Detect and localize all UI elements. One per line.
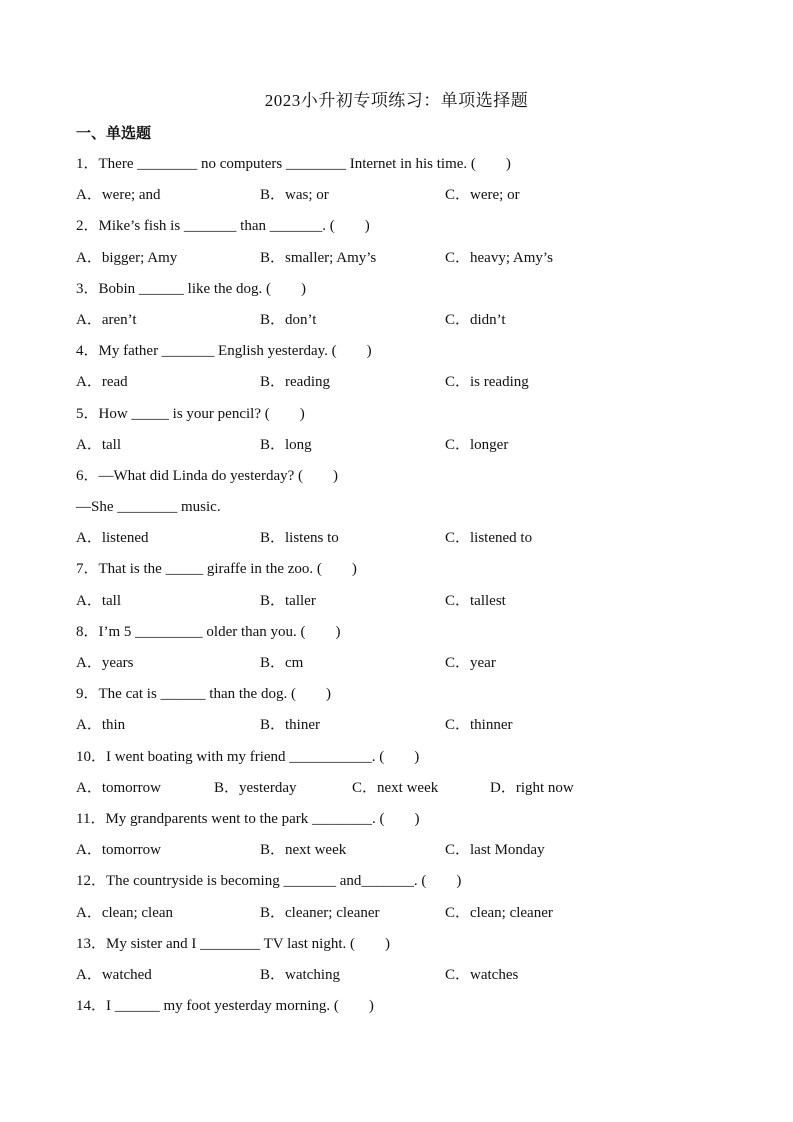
answer-option: B．cm — [260, 655, 304, 671]
question-stem: 9．The cat is ______ than the dog. ( ) — [76, 686, 331, 703]
answer-option: A．tomorrow — [76, 842, 161, 859]
question-stem: 12．The countryside is becoming _______ and_______. ( ) — [76, 873, 462, 890]
answer-option: B．thiner — [260, 717, 320, 734]
answer-options — [76, 898, 716, 929]
answer-option: C．is reading — [445, 374, 529, 391]
answer-options — [76, 710, 716, 741]
question-stem: 10．I went boating with my friend ___________. ( ) — [76, 748, 420, 765]
answer-options — [76, 243, 716, 274]
answer-option: B．cleaner; cleaner — [260, 904, 380, 921]
answer-option: A．were; and — [76, 187, 161, 204]
answer-options — [76, 180, 716, 211]
answer-options — [76, 586, 716, 617]
question-stem: 1．There ________ no computers ________ Internet in his time. ( ) — [76, 156, 511, 172]
answer-option: B．taller — [260, 592, 316, 609]
question-stem: 13．My sister and I ________ TV last night. ( ) — [76, 935, 391, 952]
answer-option: C．were; or — [445, 187, 520, 204]
question-stem: 11．My grandparents went to the park ________. ( ) — [76, 810, 420, 827]
answer-option: A．aren’t — [76, 311, 137, 328]
question-stem: 5．How _____ is your pencil? ( ) — [76, 405, 305, 422]
answer-option: A．listened — [76, 530, 149, 547]
answer-option: B．smaller; Amy’s — [260, 249, 377, 266]
answer-option: C．clean; cleaner — [445, 904, 553, 921]
answer-option: A．clean; clean — [76, 904, 174, 921]
question-stem: 14．I ______ my foot yesterday morning. ( ) — [76, 998, 374, 1015]
answer-option: B．listens to — [260, 530, 339, 547]
answer-options — [76, 430, 716, 461]
answer-option: B．long — [260, 436, 312, 453]
answer-option: A．watched — [76, 966, 152, 983]
answer-option: A．bigger; Amy — [76, 249, 178, 266]
answer-option: B．was; or — [260, 187, 329, 204]
answer-options — [76, 960, 716, 991]
answer-options — [76, 523, 716, 554]
section-heading: 一、单选题 — [76, 126, 152, 142]
answer-options — [76, 835, 716, 866]
answer-option: C．next week — [352, 779, 439, 796]
question-stem: 8．I’m 5 _________ older than you. ( ) — [76, 623, 341, 640]
answer-option: B．don’t — [260, 311, 317, 328]
answer-option: C．heavy; Amy’s — [445, 249, 553, 266]
answer-option: A．years — [76, 655, 134, 671]
answer-option: D．right now — [490, 779, 574, 796]
answer-option: B．yesterday — [214, 779, 297, 796]
answer-option: A．tall — [76, 436, 121, 453]
answer-option: A．tall — [76, 592, 121, 609]
answer-option: C．year — [445, 655, 496, 671]
answer-option: C．tallest — [445, 592, 506, 609]
answer-option: C．didn’t — [445, 311, 506, 328]
question-stem: 4．My father _______ English yesterday. ( ) — [76, 343, 372, 360]
answer-option: C．listened to — [445, 530, 533, 547]
answer-options — [76, 305, 716, 336]
answer-option: B．watching — [260, 966, 340, 983]
answer-option: B．next week — [260, 842, 347, 859]
answer-options — [76, 773, 716, 804]
answer-option: A．thin — [76, 717, 126, 734]
answer-option: A．read — [76, 374, 128, 391]
page-title: 2023小升初专项练习：单项选择题 — [264, 91, 529, 110]
answer-options — [76, 648, 716, 679]
answer-option: B．reading — [260, 374, 330, 391]
question-list — [76, 149, 716, 1022]
answer-options — [76, 367, 716, 398]
answer-option: C．last Monday — [445, 842, 545, 859]
question-stem: 7．That is the _____ giraffe in the zoo. ( ) — [76, 561, 357, 578]
answer-option: A．tomorrow — [76, 779, 161, 796]
question-dialogue-line: —She ________ music. — [76, 499, 221, 516]
answer-option: C．thinner — [445, 717, 513, 734]
question-stem: 2．Mike’s fish is _______ than _______. ( ) — [76, 218, 370, 235]
question-stem: 3．Bobin ______ like the dog. ( ) — [76, 280, 306, 297]
answer-option: C．longer — [445, 436, 509, 453]
answer-option: C．watches — [445, 966, 519, 983]
question-stem: 6．—What did Linda do yesterday? ( ) — [76, 467, 339, 484]
